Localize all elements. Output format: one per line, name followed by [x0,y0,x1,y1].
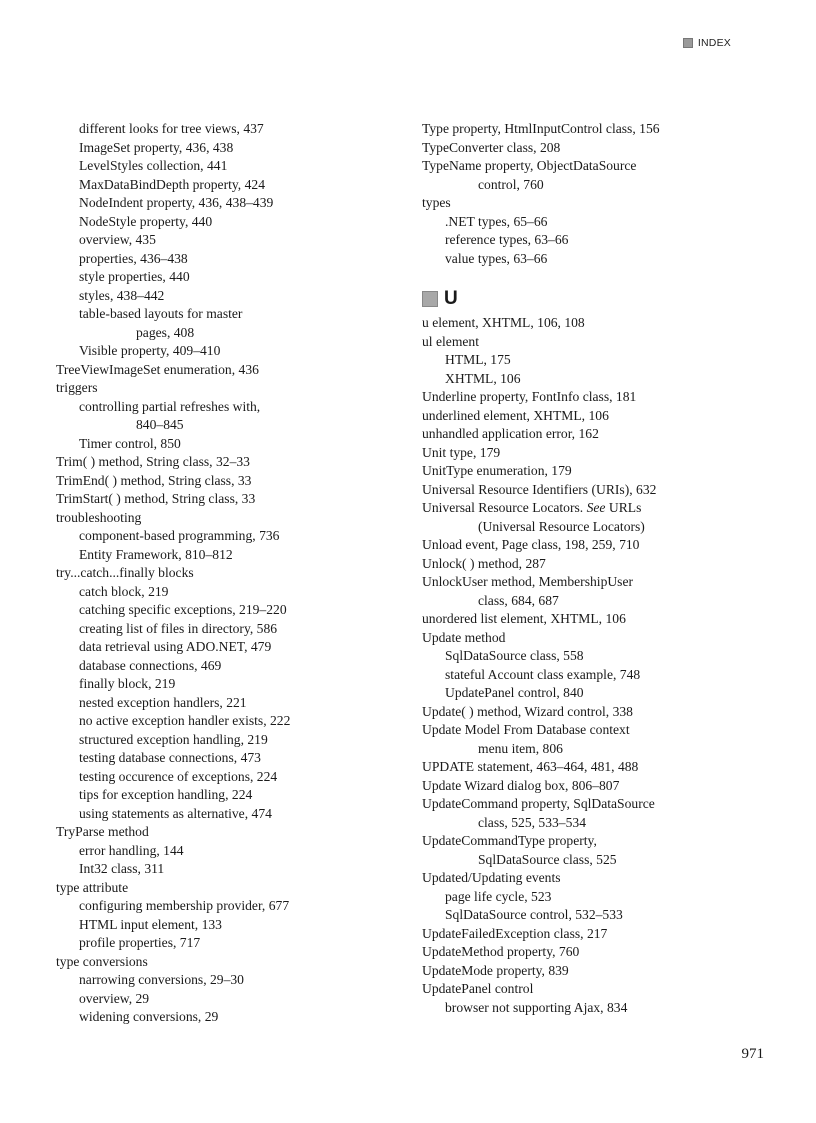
index-entry: database connections, 469 [79,657,222,673]
index-entry: Unit type, 179 [422,444,501,460]
index-entry: configuring membership provider, 677 [79,898,290,913]
section-heading-u [422,288,762,310]
index-entry: 840–845 [136,417,184,432]
index-entry: Update method [422,629,506,645]
index-entry: Underline property, FontInfo class, 181 [422,389,637,404]
index-column-right [422,120,762,1017]
index-entry: class, 684, 687 [478,592,559,608]
index-entry: ul element [422,333,479,349]
index-entry: different looks for tree views, 437 [79,121,264,136]
index-entry: Unlock( ) method, 287 [422,555,546,571]
index-entry: HTML input element, 133 [79,916,222,932]
header-label: INDEX [697,37,731,49]
index-entry: catching specific exceptions, 219–220 [79,602,287,617]
index-entry: class, 525, 533–534 [478,814,586,830]
index-entry: UnlockUser method, MembershipUser [422,574,634,589]
index-entry: nested exception handlers, 221 [79,694,247,710]
index-entry: TypeConverter class, 208 [422,139,561,155]
index-entry: UpdatePanel control, 840 [445,685,584,700]
index-entry: UpdatePanel control [422,981,534,996]
section-letter: U [444,288,458,309]
index-entry: ImageSet property, 436, 438 [79,139,234,155]
index-entry: Type property, HtmlInputControl class, 156 [422,121,660,136]
index-entry: creating list of files in directory, 586 [79,620,278,636]
index-entry: stateful Account class example, 748 [445,666,641,682]
index-entry: unhandled application error, 162 [422,426,599,441]
index-entry: XHTML, 106 [445,370,521,386]
index-entry: (Universal Resource Locators) [478,518,645,534]
index-entry: finally block, 219 [79,676,176,691]
index-entry: tips for exception handling, 224 [79,787,253,802]
index-entry: TreeViewImageSet enumeration, 436 [56,361,259,377]
index-entry: underlined element, XHTML, 106 [422,407,609,423]
index-entry: Update Model From Database context [422,722,630,737]
index-entry: MaxDataBindDepth property, 424 [79,176,265,192]
index-entry: Visible property, 409–410 [79,343,221,358]
index-entry: Unload event, Page class, 198, 259, 710 [422,537,640,552]
index-entry: menu item, 806 [478,740,563,756]
index-entry: Trim( ) method, String class, 32–33 [56,454,250,469]
index-entry: testing database connections, 473 [79,750,261,765]
index-entry: profile properties, 717 [79,935,201,950]
index-entry: SqlDataSource class, 558 [445,648,584,663]
index-entry: no active exception handler exists, 222 [79,713,291,728]
index-entry: table-based layouts for master [79,306,243,321]
index-entry: type conversions [56,953,148,969]
index-group-t-continued [422,120,762,268]
index-entry: Update( ) method, Wizard control, 338 [422,703,633,719]
index-entry: overview, 435 [79,232,156,247]
index-entry: page life cycle, 523 [445,888,552,904]
index-entry: control, 760 [478,176,544,192]
index-entry: UpdateCommand property, SqlDataSource [422,796,655,811]
index-entry: Universal Resource Identifiers (URIs), 632 [422,481,657,497]
index-entry: TryParse method [56,824,149,839]
index-entry: catch block, 219 [79,583,169,599]
index-entry: styles, 438–442 [79,287,165,303]
index-entry: Universal Resource Locators. See URLs [422,500,642,515]
index-entry: UpdateFailedException class, 217 [422,925,608,941]
index-entry: Update Wizard dialog box, 806–807 [422,777,620,793]
index-entry: Entity Framework, 810–812 [79,546,233,562]
index-entry: SqlDataSource class, 525 [478,851,617,867]
running-header [683,37,731,49]
index-entry: browser not supporting Ajax, 834 [445,999,628,1015]
index-entry: UpdateMethod property, 760 [422,944,580,959]
index-entry: component-based programming, 736 [79,528,280,543]
index-column-left [56,120,386,1027]
index-entry: widening conversions, 29 [79,1009,219,1024]
index-group-u [422,314,762,1017]
index-entry: type attribute [56,879,129,895]
index-entry: u element, XHTML, 106, 108 [422,315,585,330]
index-entry: UpdateMode property, 839 [422,962,569,978]
page-number: 971 [741,1046,764,1062]
index-entry: properties, 436–438 [79,250,188,266]
index-entry: TrimEnd( ) method, String class, 33 [56,472,252,488]
index-entry: controlling partial refreshes with, [79,398,261,414]
index-entry: HTML, 175 [445,352,511,367]
index-entry: UPDATE statement, 463–464, 481, 488 [422,759,639,774]
index-entry: Timer control, 850 [79,435,181,451]
index-entry: NodeIndent property, 436, 438–439 [79,195,274,210]
index-entry: triggers [56,380,98,395]
index-entry: Updated/Updating events [422,870,561,885]
index-entry: structured exception handling, 219 [79,731,268,747]
index-entry: NodeStyle property, 440 [79,213,213,229]
index-entry: SqlDataSource control, 532–533 [445,907,623,922]
index-entry: narrowing conversions, 29–30 [79,972,244,987]
index-entry: LevelStyles collection, 441 [79,158,228,173]
index-entry: error handling, 144 [79,842,184,858]
index-entry: using statements as alternative, 474 [79,805,272,821]
header-square-icon [683,38,693,48]
index-entry: troubleshooting [56,509,142,525]
index-entry: types [422,195,451,210]
index-entry: UpdateCommandType property, [422,833,597,848]
index-entry: TrimStart( ) method, String class, 33 [56,491,256,506]
index-entry: TypeName property, ObjectDataSource [422,158,637,173]
section-square-icon [422,291,438,307]
index-entry: data retrieval using ADO.NET, 479 [79,639,272,654]
index-entry: value types, 63–66 [445,250,548,266]
index-entry: overview, 29 [79,990,150,1006]
index-entry: reference types, 63–66 [445,232,569,247]
index-entry: Int32 class, 311 [79,861,165,876]
index-entry: try...catch...finally blocks [56,565,194,580]
index-entry: style properties, 440 [79,269,190,284]
index-entry: unordered list element, XHTML, 106 [422,611,626,626]
index-entry: UnitType enumeration, 179 [422,463,572,478]
index-entry: .NET types, 65–66 [445,213,548,229]
index-entry: testing occurence of exceptions, 224 [79,768,278,784]
index-entry: pages, 408 [136,324,195,340]
